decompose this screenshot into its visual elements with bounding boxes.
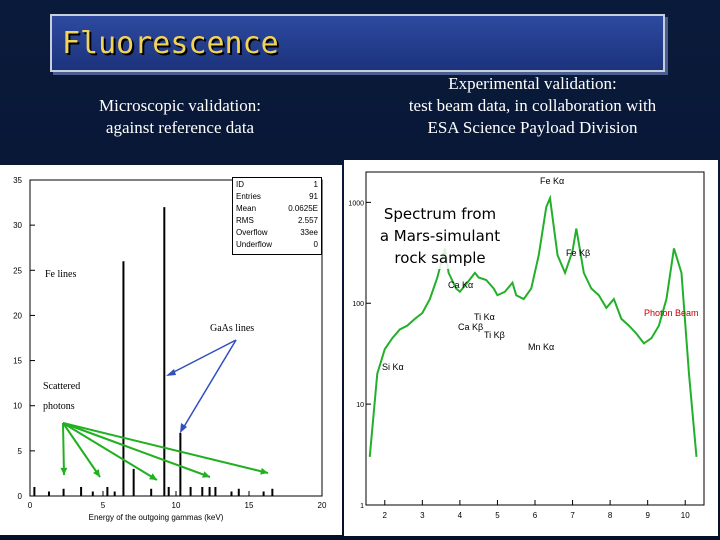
y-tick-label: 35 [13, 176, 22, 185]
gaas-lines-label: GaAs lines [210, 323, 255, 334]
stats-label: RMS [236, 216, 254, 225]
x-tick-label: 10 [171, 501, 181, 510]
x-tick-label: 5 [100, 501, 106, 510]
x-tick-label: 6 [532, 511, 538, 520]
peak-label: Ca Kα [448, 280, 474, 290]
right-subtitle-line2: test beam data, in collaboration with [408, 96, 657, 115]
peak-label: Ti Kβ [484, 330, 505, 340]
stats-label: Underflow [236, 240, 273, 249]
stats-row [236, 227, 318, 239]
left-subtitle-line1: Microscopic validation: [99, 96, 261, 115]
stats-label: ID [236, 180, 244, 189]
peak-label: Photon Beam [644, 308, 699, 318]
stats-row [236, 203, 318, 215]
stats-value: 0.0625E [288, 204, 318, 213]
y-tick-label: 25 [13, 266, 22, 276]
stats-value: 1 [313, 180, 318, 189]
left-subtitle-line2: against reference data [105, 118, 255, 137]
scatter-arrow [63, 423, 210, 477]
stats-value: 0 [313, 240, 318, 249]
x-tick-label: 5 [495, 511, 500, 520]
x-tick-label: 15 [244, 501, 254, 510]
x-tick-label: 7 [570, 511, 575, 520]
stats-row [236, 239, 318, 251]
rock-label-line3: rock sample [394, 249, 486, 267]
peak-label: Fe Kβ [566, 248, 591, 258]
peak-label: Ca Kβ [458, 322, 484, 332]
peak-label: Mn Kα [528, 342, 555, 352]
stats-row [236, 179, 318, 191]
scatter-arrowhead [60, 468, 67, 475]
x-tick-label: 10 [680, 511, 690, 520]
x-tick-label: 4 [457, 511, 463, 520]
y-tick-label: 10 [13, 401, 22, 411]
slide-title: Fluorescence [62, 26, 279, 61]
right-subtitle-line3: ESA Science Payload Division [427, 118, 638, 137]
stats-value: 2.557 [297, 216, 318, 225]
left-subtitle [40, 95, 320, 139]
x-tick-label: 2 [382, 511, 388, 520]
fe-lines-label: Fe lines [45, 269, 77, 280]
stats-value: 33ee [300, 228, 318, 237]
rock-spectrum-label [370, 203, 510, 269]
stats-row [236, 191, 318, 203]
stats-label: Overflow [236, 228, 268, 237]
x-tick-label: 0 [27, 501, 33, 510]
y-tick-label: 100 [352, 301, 364, 309]
scatter-arrow [63, 423, 268, 473]
stats-box [232, 177, 322, 255]
title-box [50, 14, 665, 72]
y-tick-label: 1 [360, 503, 364, 510]
peak-label: Fe Kα [540, 176, 565, 186]
stats-row [236, 215, 318, 227]
right-subtitle-line1: Experimental validation: [448, 74, 617, 93]
y-tick-label: 0 [17, 492, 22, 501]
y-tick-label: 5 [17, 446, 22, 456]
peak-label: Ti Kα [474, 312, 495, 322]
rock-label-line2: a Mars-simulant [379, 227, 501, 245]
x-tick-label: 3 [420, 511, 425, 520]
y-tick-label: 15 [13, 356, 22, 366]
y-tick-label: 30 [13, 221, 22, 231]
peak-label: Si Kα [382, 362, 404, 372]
stats-label: Mean [236, 204, 257, 213]
stats-rows [236, 179, 318, 251]
y-tick-label: 20 [13, 311, 22, 321]
scattered-label-1: Scattered [43, 381, 81, 392]
y-tick-label: 1000 [348, 200, 364, 208]
x-tick-label: 9 [645, 511, 650, 520]
x-axis-label: Energy of the outgoing gammas (keV) [88, 513, 224, 522]
y-tick-label: 10 [356, 402, 364, 410]
gaas-arrowhead-1 [166, 369, 176, 376]
scatter-arrow [63, 423, 64, 475]
left-plot-panel [0, 165, 342, 535]
right-subtitle [360, 73, 705, 139]
rock-label-line1: Spectrum from [383, 205, 497, 223]
scattered-label-2: photons [43, 401, 75, 412]
stats-label: Entries [236, 192, 261, 201]
x-tick-label: 20 [317, 501, 327, 510]
stats-value: 91 [309, 192, 318, 201]
x-tick-label: 8 [607, 511, 613, 520]
